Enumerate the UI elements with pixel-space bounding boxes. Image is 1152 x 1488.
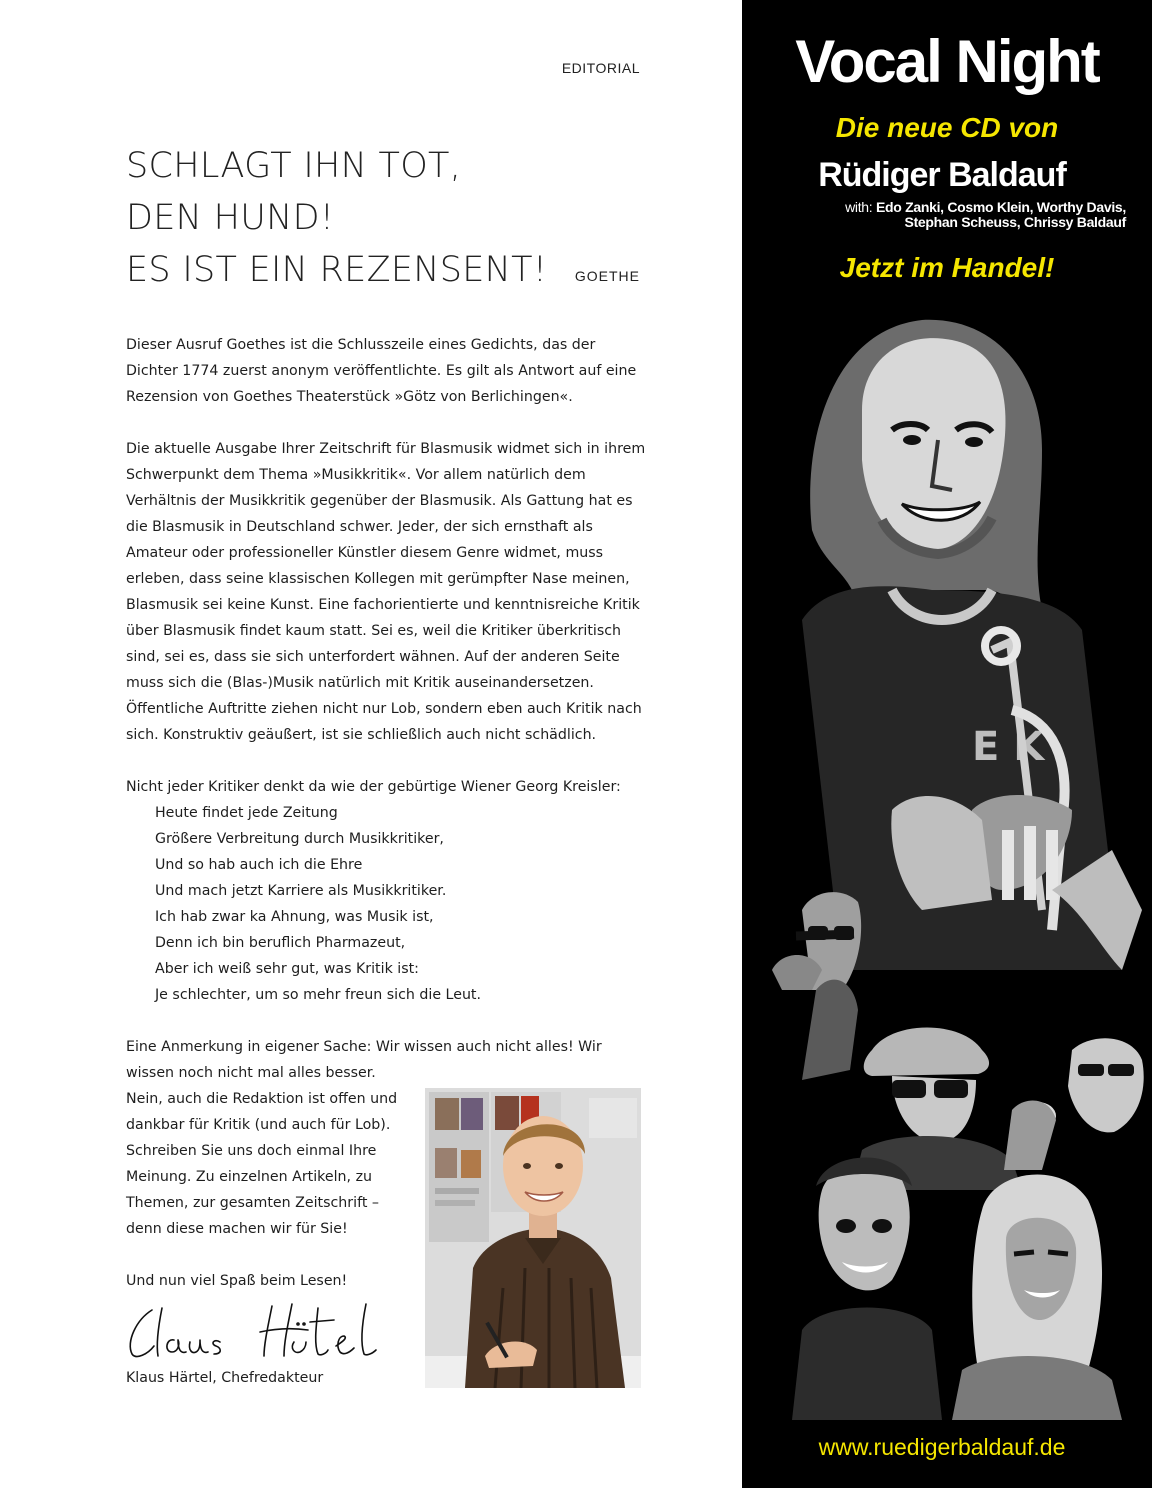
ad-subtitle: Die neue CD von bbox=[835, 112, 1059, 143]
cd-advertisement bbox=[742, 0, 1152, 1488]
with-label: with: bbox=[845, 199, 873, 215]
quote-line: DEN HUND! bbox=[126, 198, 335, 238]
ad-website-link[interactable]: www.ruedigerbaldauf.de bbox=[818, 1434, 1066, 1460]
musicians-artwork bbox=[742, 290, 1152, 1420]
paragraph: Die aktuelle Ausgabe Ihrer Zeitschrift für Blasmusik widmet sich in ihrem Schwerpunkt dem Thema »Musikkritik«. Vor allem natürlich dem Verhältnis der Musikkritik gegenüber der Blasmusik. Als Gattung hat es die Blasmusik in Deutschland schwer. Jeder, der sich ernsthaft als Amateur oder professioneller Künstler diesem Genre widmet, muss erleben, dass seine klassischen Kollegen mit gerümpfter Nase meinen, Blasmusik sei keine Kunst. Eine fachorientierte und kenntnisreiche Kritik über Blasmusik findet kaum statt. Sei es, weil die Kritiker überkritisch sind, sei es, dass sie sich unterfordert wähnen. Auf der anderen Seite muss sich die (Blas-)Musik natürlich mit Kritik auseinandersetzen. Öffentliche Auftritte ziehen nicht nur Lob, sondern eben auch Kritik nach sich. Konstruktiv geäußert, ist sie schließlich auch nicht schädlich. bbox=[126, 441, 646, 743]
closing-line: Und nun viel Spaß beim Lesen! bbox=[126, 1273, 348, 1289]
quote-line: SCHLAGT IHN TOT, bbox=[126, 146, 462, 186]
featured-line: Edo Zanki, Cosmo Klein, Worthy Davis, bbox=[875, 199, 1126, 215]
poem-line: Je schlechter, um so mehr freun sich die Leut. bbox=[155, 987, 482, 1003]
featured-line: Stephan Scheuss, Chrissy Baldauf bbox=[904, 214, 1126, 230]
poem-intro: Nicht jeder Kritiker denkt da wie der gebürtige Wiener Georg Kreisler: bbox=[126, 779, 621, 795]
poem-line: Heute findet jede Zeitung bbox=[155, 805, 338, 821]
paragraph: Eine Anmerkung in eigener Sache: Wir wissen auch nicht alles! Wir wissen noch nicht mal alles besser. bbox=[126, 1039, 602, 1081]
editor-photo bbox=[425, 1088, 641, 1388]
shirt-print: E K bbox=[972, 724, 1045, 770]
poem-block bbox=[126, 774, 646, 1008]
ad-featured-artists bbox=[845, 200, 1126, 230]
paragraph: Nein, auch die Redaktion ist offen und dankbar für Kritik (und auch für Lob). Schreiben Sie uns doch einmal Ihre Meinung. Zu einzelnen Artikeln, zu Themen, zur gesamten Zeitschrift – denn diese machen wir für Sie! bbox=[126, 1091, 398, 1237]
headline-quote bbox=[126, 140, 646, 296]
paragraph: Dieser Ausruf Goethes ist die Schlusszeile eines Gedichts, das der Dichter 1774 zuerst anonym veröffentlichte. Es gilt als Antwort auf eine Rezension von Goethes Theaterstück »Götz von Berlichingen«. bbox=[126, 337, 637, 405]
poem-line: Und so hab auch ich die Ehre bbox=[155, 857, 363, 873]
signature bbox=[122, 1298, 382, 1368]
editor-portrait-illustration bbox=[425, 1088, 641, 1388]
ad-title: Vocal Night bbox=[795, 28, 1099, 95]
signer-name: Klaus Härtel, Chefredakteur bbox=[126, 1370, 324, 1386]
poem-line: Denn ich bin beruflich Pharmazeut, bbox=[155, 935, 406, 951]
quote-line: ES IST EIN REZENSENT! bbox=[126, 250, 548, 290]
section-label: EDITORIAL bbox=[561, 60, 640, 76]
poem-line: Ich hab zwar ka Ahnung, was Musik ist, bbox=[155, 909, 434, 925]
ad-call-to-action: Jetzt im Handel! bbox=[839, 252, 1055, 283]
quote-author: GOETHE bbox=[574, 268, 640, 284]
poem-line: Und mach jetzt Karriere als Musikkritiker. bbox=[155, 883, 447, 899]
poem-line: Aber ich weiß sehr gut, was Kritik ist: bbox=[155, 961, 419, 977]
poem-line: Größere Verbreitung durch Musikkritiker, bbox=[155, 831, 444, 847]
ad-artist: Rüdiger Baldauf bbox=[818, 156, 1066, 194]
